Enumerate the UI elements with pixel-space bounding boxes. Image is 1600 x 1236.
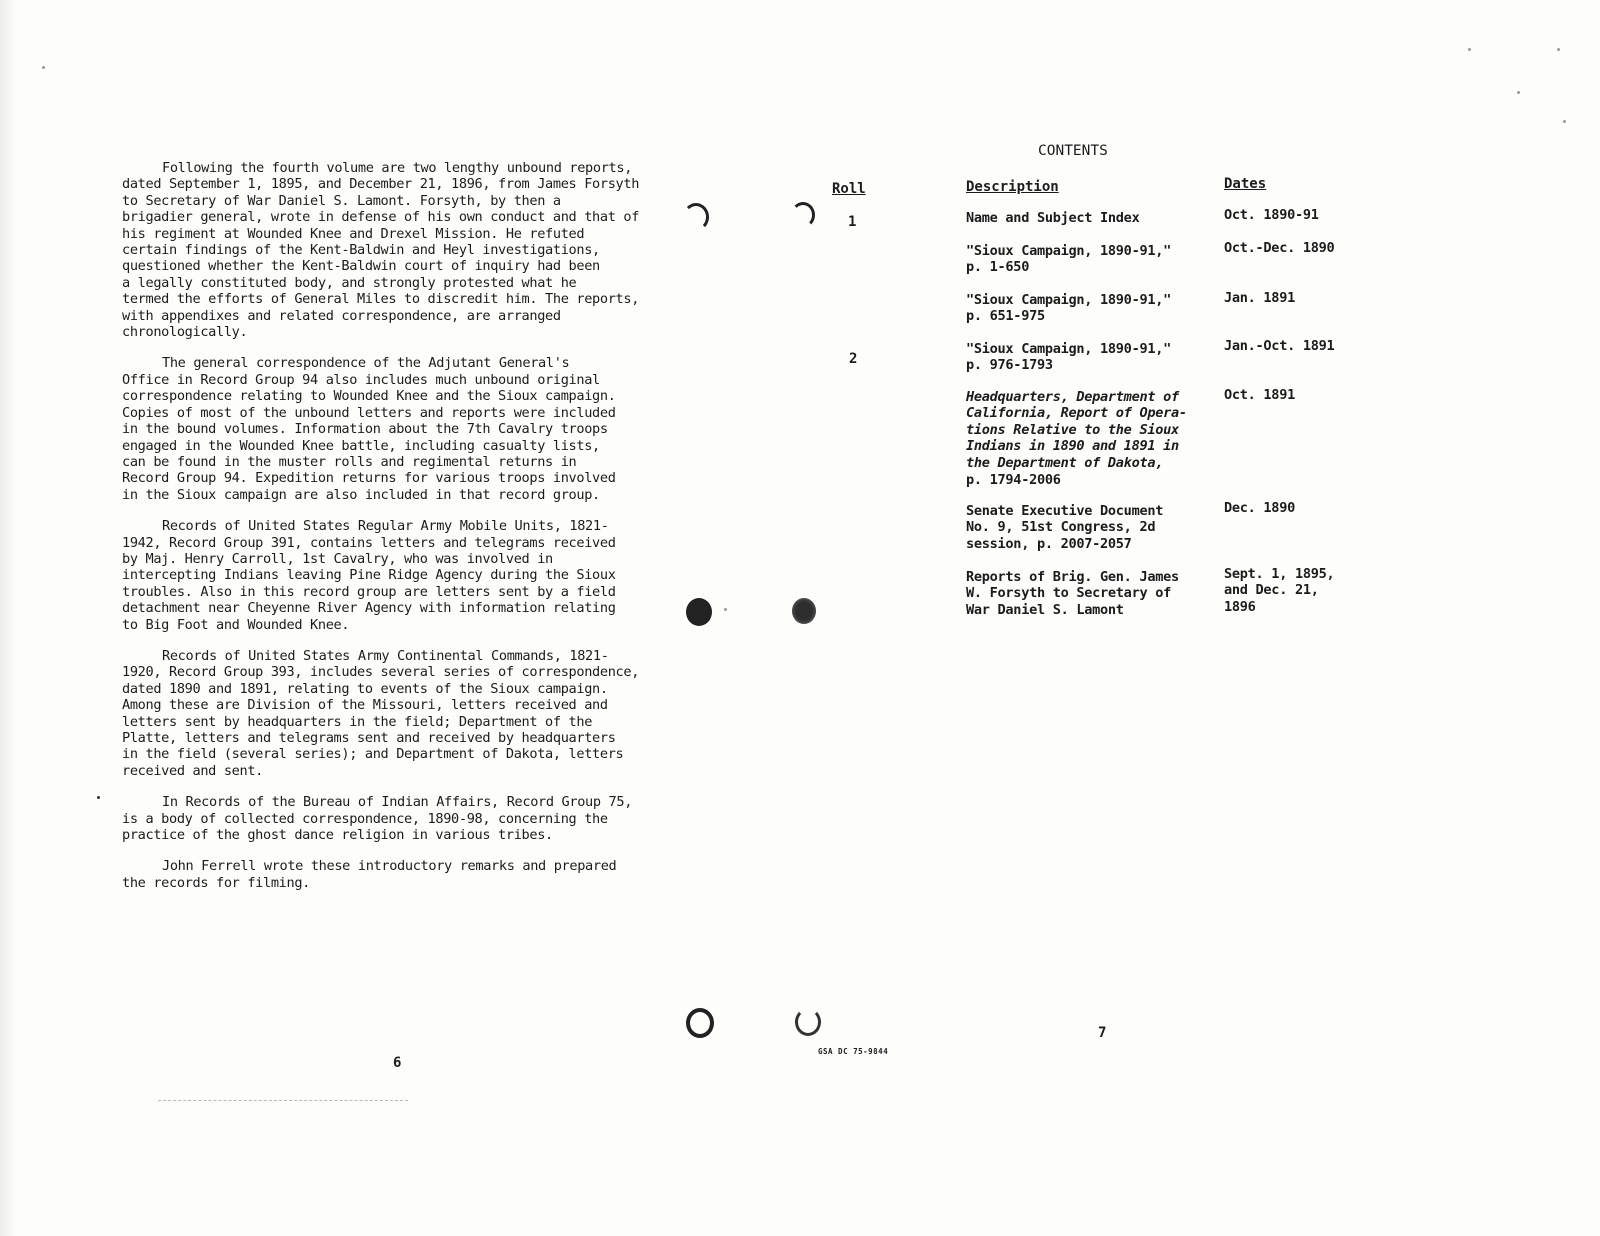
scan-speck [1468,48,1471,51]
entry-description: "Sioux Campaign, 1890-91," p. 651-975 [966,292,1171,325]
entry-description: Name and Subject Index [966,210,1140,226]
entry-description: Reports of Brig. Gen. James W. Forsyth to Secretary of War Daniel S. Lamont [966,569,1179,618]
entry-dates: Oct. 1890-91 [1224,207,1319,223]
paragraph-author-note: John Ferrell wrote these introductory remarks and prepared the records for filming. [122,858,617,891]
scan-speck [1563,120,1566,123]
scan-edge-shadow [0,0,16,1236]
punch-hole [792,598,816,624]
entry-dates: Jan. 1891 [1224,290,1295,306]
entry-dates: Dec. 1890 [1224,500,1295,516]
right-page-number: 7 [1098,1025,1107,1041]
punch-hole [686,598,712,626]
paragraph-adjutant-general: The general correspondence of the Adjutant General's Office in Record Group 94 also includes much unbound original correspondence relating to Wounded Knee and the Sioux campaign. Copies of most of the unbound letters and reports were included in the bound volumes. Information about the 7th Cavalry troops engaged in the Wounded Knee battle, including casualty lists, can be found in the muster rolls and regimental returns in Record Group 94. Expedition returns for various troops involved in the Sioux campaign are also included in that record group. [122,355,616,503]
entry-description: "Sioux Campaign, 1890-91," p. 1-650 [966,243,1171,276]
left-page-number: 6 [393,1055,402,1071]
entry-description-pages: p. 1794-2006 [966,472,1061,488]
faint-pencil-line [158,1100,408,1101]
paragraph-mobile-units: Records of United States Regular Army Mobile Units, 1821- 1942, Record Group 391, contains letters and telegrams received by Maj. Henry Carroll, 1st Cavalry, who was involved in intercepting Indians leaving Pine Ridge Agency during the Sioux troubles. Also in this record group are letters sent by a field detachment near Cheyenne River Agency with information relating to Big Foot and Wounded Knee. [122,518,616,633]
scan-speck [97,796,100,799]
paragraph-forsyth-reports: Following the fourth volume are two lengthy unbound reports, dated September 1, 1895, and December 21, 1896, from James Forsyth to Secretary of War Daniel S. Lamont. Forsyth, by then a brigadier general, wrote in defense of his own conduct and that of his regiment at Wounded Knee and Drexel Mission. He refuted certain findings of the Kent-Baldwin and Heyl investigations, questioned whether the Kent-Baldwin court of inquiry had been a legally constituted body, and strongly protested what he termed the efforts of General Miles to discredit him. The reports, with appendixes and related correspondence, are arranged chronologically. [122,160,640,341]
scan-speck [42,66,45,69]
entry-dates: Jan.-Oct. 1891 [1224,338,1335,354]
entry-description: Headquarters, Department of California, Report of Opera- tions Relative to the Sioux Indians in 1890 and 1891 in the Department of Dakota, [966,389,1187,471]
entry-description: Senate Executive Document No. 9, 51st Congress, 2d session, p. 2007-2057 [966,503,1164,552]
roll-number: 2 [849,351,858,367]
entry-dates: Oct. 1891 [1224,387,1295,403]
scan-speck [724,608,727,611]
dates-column-header: Dates [1224,176,1267,192]
left-page-text [122,160,667,906]
entry-dates: Oct.-Dec. 1890 [1224,240,1335,256]
gsa-stamp: GSA DC 75-9844 [818,1047,889,1056]
roll-number: 1 [848,214,857,230]
entry-description: "Sioux Campaign, 1890-91," p. 976-1793 [966,341,1171,374]
paragraph-indian-affairs: In Records of the Bureau of Indian Affairs, Record Group 75, is a body of collected correspondence, 1890-98, concerning the practice of the ghost dance religion in various tribes. [122,794,633,844]
contents-title: CONTENTS [1038,143,1108,159]
punch-hole-ring [686,1008,714,1038]
entry-dates: Sept. 1, 1895, and Dec. 21, 1896 [1224,566,1335,615]
roll-column-header: Roll [832,181,866,197]
scan-speck [1557,48,1560,51]
description-column-header: Description [966,179,1059,195]
punch-hole-mark [683,203,709,231]
scan-speck [1517,91,1520,94]
paragraph-continental-commands: Records of United States Army Continental Commands, 1821- 1920, Record Group 393, includes several series of correspondence, dated 1890 and 1891, relating to events of the Sioux campaign. Among these are Division of the Missouri, letters received and letters sent by headquarters in the field; Department of the Platte, letters and telegrams sent and received by headquarters in the field (several series); and Department of Dakota, letters received and sent. [122,647,640,779]
punch-hole-ring [795,1008,821,1036]
punch-hole-mark [791,202,815,228]
